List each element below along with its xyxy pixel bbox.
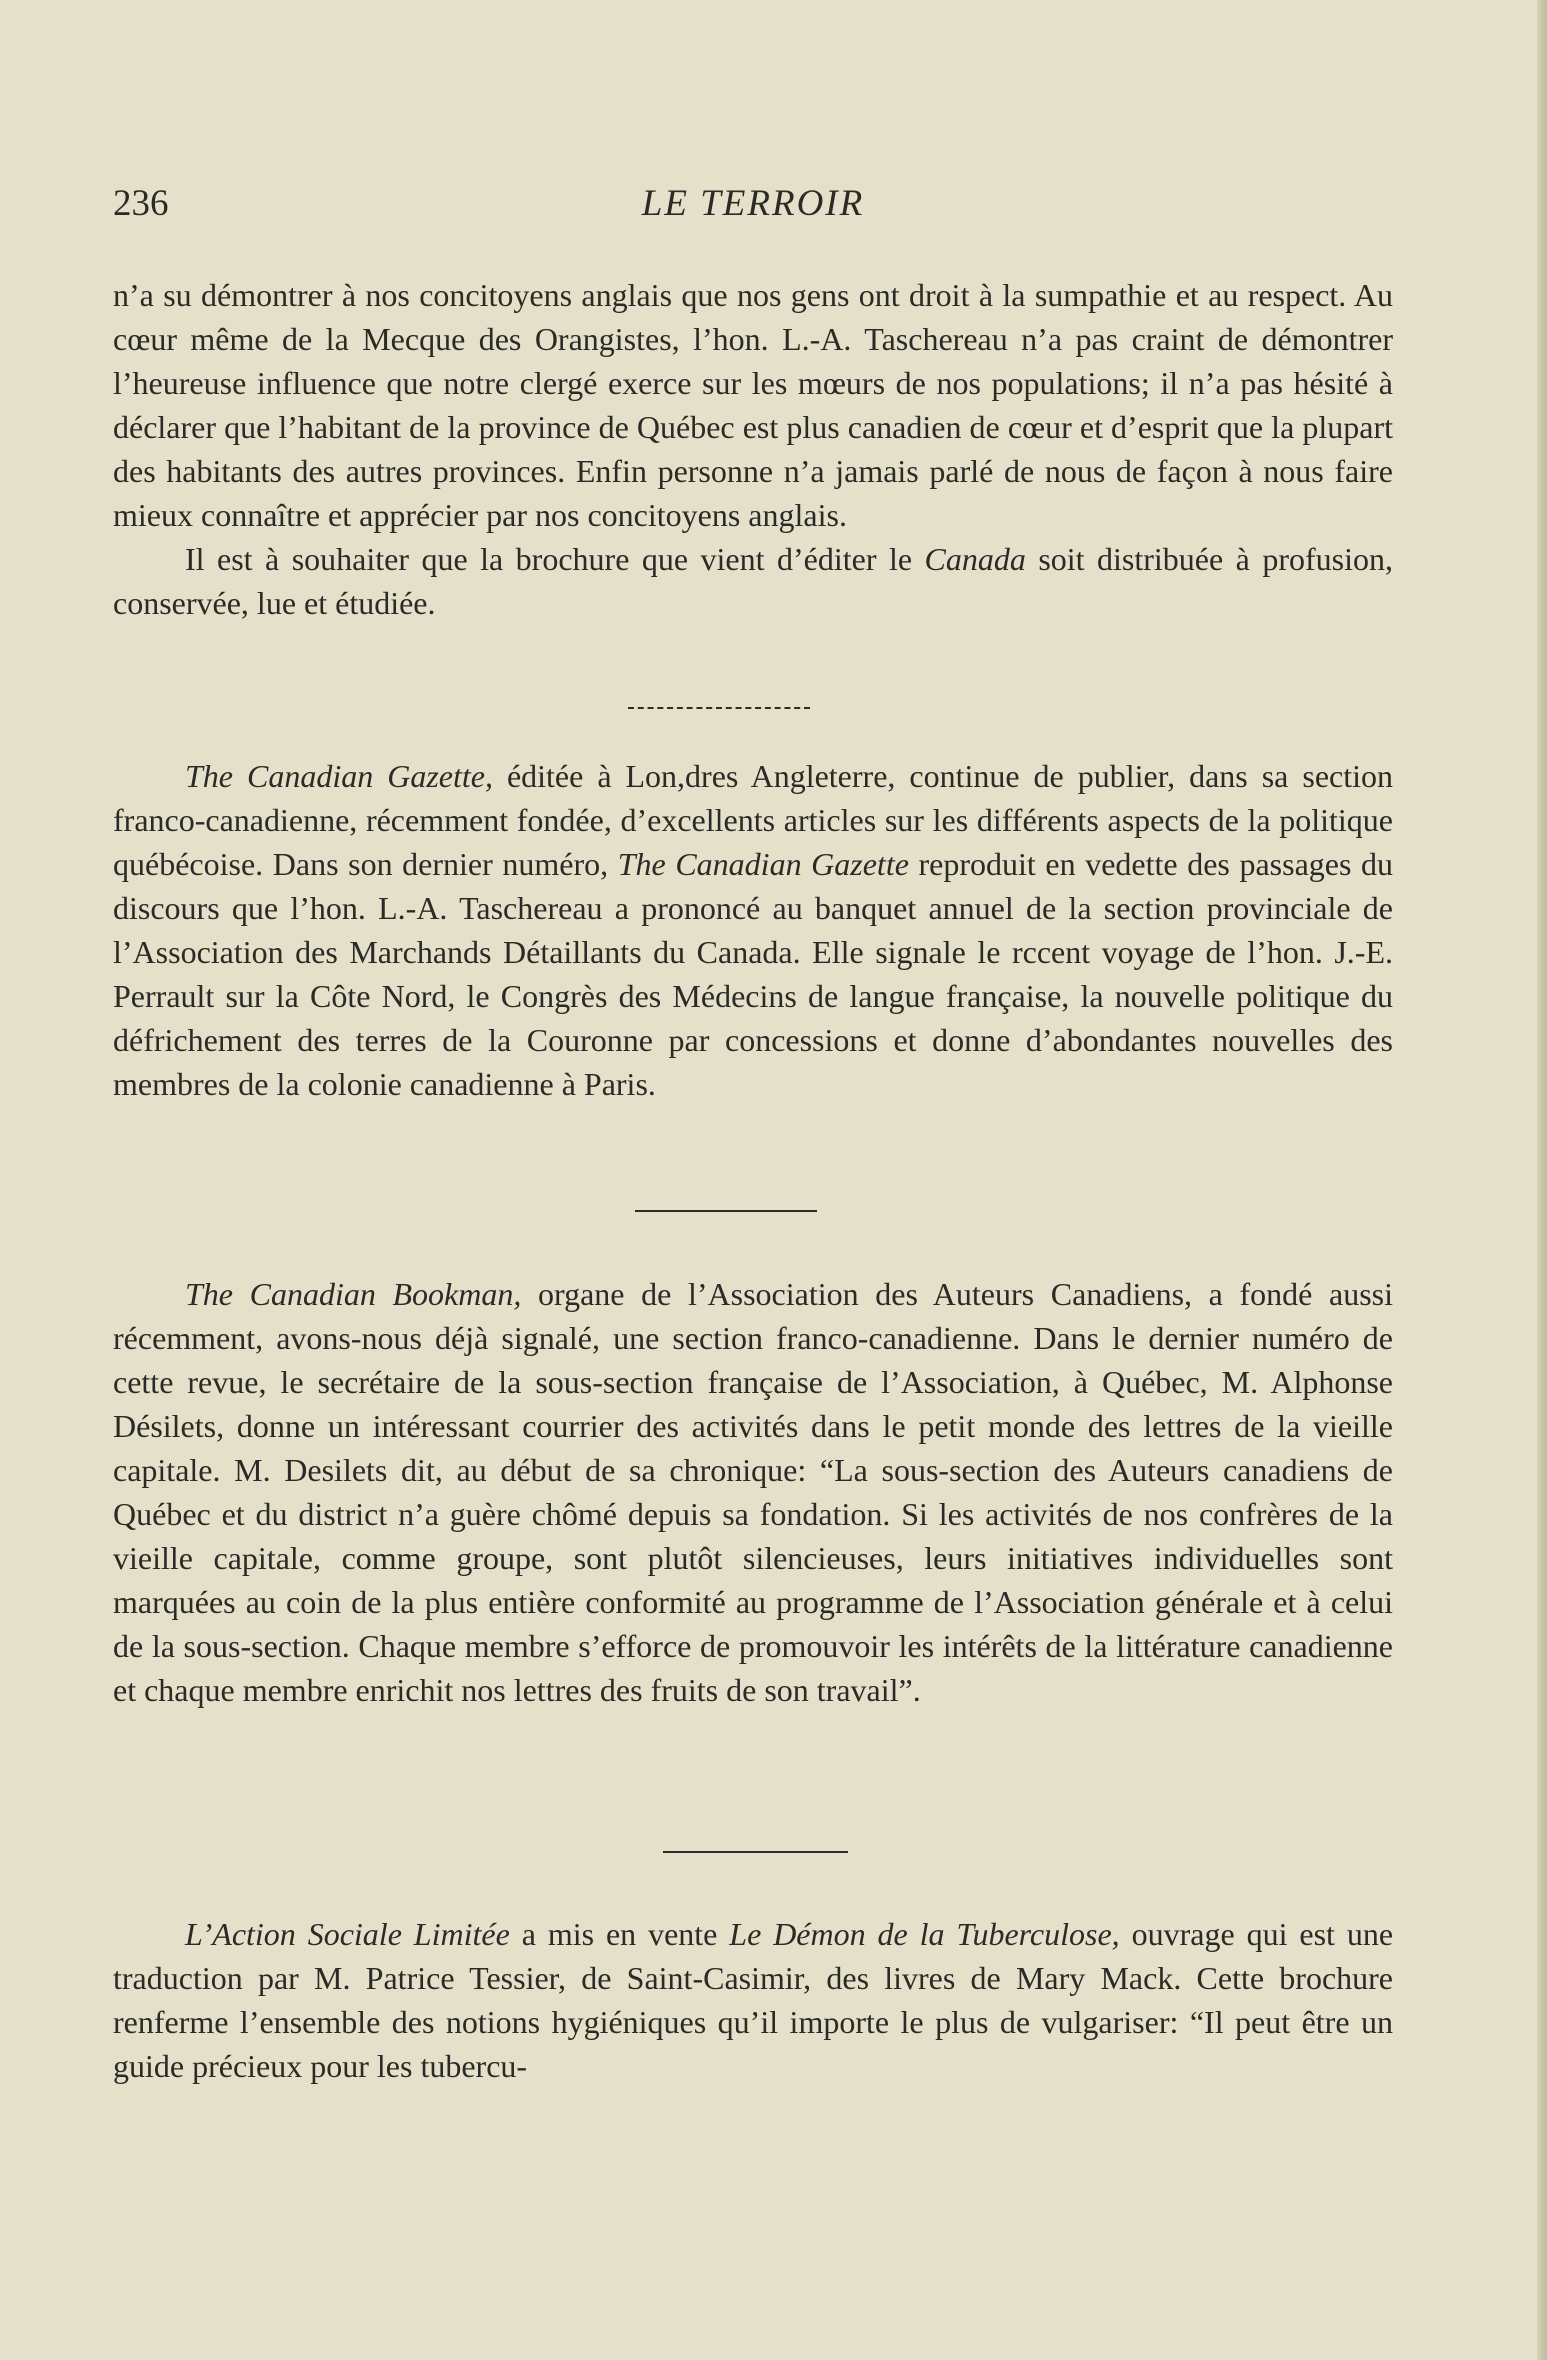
paragraph <box>113 537 1393 625</box>
section-canada-brochure <box>113 273 1393 625</box>
section-divider <box>635 1210 817 1212</box>
text-run: a mis en vente <box>509 1916 730 1952</box>
text-run: ouvrage qui est une traduction par M. Patrice Tessier, de Saint-Casimir, des livres de Mary Mack. Cette brochure renferme l’ensemble des notions hygiéniques qu’il importe le plus de vulgariser: “Il peut être un guide précieux pour les tubercu- <box>113 1916 1394 2084</box>
section-canadian-bookman <box>113 1272 1393 1712</box>
paragraph <box>113 1272 1393 1712</box>
text-run: Il est à souhaiter que la brochure que vient d’éditer le <box>185 541 925 577</box>
publication-title: The Canadian Gazette <box>617 846 909 882</box>
page-edge <box>1537 0 1547 2360</box>
paragraph <box>113 1912 1393 2088</box>
publication-title: The Canadian Gazette, <box>185 758 493 794</box>
section-canadian-gazette <box>113 754 1393 1106</box>
section-divider <box>628 707 810 709</box>
text-run: reproduit en vedette des passages du discours que l’hon. L.-A. Taschereau a prononcé au banquet annuel de la section provinciale de l’Association des Marchands Détaillants du Canada. Elle signale le rccent voyage de l’hon. J.-E. Perrault sur la Côte Nord, le Congrès des Médecins de langue française, la nouvelle politique du défrichement des terres de la Couronne par concessions et donne d’abondantes nouvelles des membres de la colonie canadienne à Paris. <box>113 846 1394 1102</box>
page-number: 236 <box>113 183 169 224</box>
text-run: éditée à Lon,dres Angleterre, continue de publier, dans sa section franco-canadienne, récemment fondée, d’excellents articles sur les différents aspects de la politique québécoise. Dans son dernier numéro, <box>113 758 1393 882</box>
page-header <box>113 182 1393 232</box>
paragraph: n’a su démontrer à nos concitoyens anglais que nos gens ont droit à la sumpathie et au respect. Au cœur même de la Mecque des Orangistes, l’hon. L.-A. Taschereau n’a pas craint de démontrer l’heureuse influence que notre clergé exerce sur les mœurs de nos populations; il n’a pas hésité à déclarer que l’habitant de la province de Québec est plus canadien de cœur et d’esprit que la plupart des habitants des autres provinces. Enfin personne n’a jamais parlé de nous de façon à nous faire mieux connaître et apprécier par nos concitoyens anglais. <box>113 277 1393 533</box>
book-title: Le Démon de la Tuberculose, <box>729 1916 1120 1952</box>
running-title: LE TERROIR <box>641 183 865 224</box>
text-run: soit distribuée à profusion, conservée, lue et étudiée. <box>113 541 1394 621</box>
paragraph <box>113 754 1393 1106</box>
publication-title: The Canadian Bookman, <box>185 1276 522 1312</box>
section-divider <box>663 1851 848 1853</box>
section-action-sociale <box>113 1912 1393 2088</box>
text-run: organe de l’Association des Auteurs Canadiens, a fondé aussi récemment, avons-nous déjà signalé, une section franco-canadienne. Dans le dernier numéro de cette revue, le secrétaire de la sous-section française de l’Association, à Québec, M. Alphonse Désilets, donne un intéressant courrier des activités dans le petit monde des lettres de la vieille capitale. M. Desilets dit, au début de sa chronique: “La sous-section des Auteurs canadiens de Québec et du district n’a guère chômé depuis sa fondation. Si les activités de nos confrères de la vieille capitale, comme groupe, sont plutôt silencieuses, leurs initiatives individuelles sont marquées au coin de la plus entière conformité au programme de l’Association générale et à celui de la sous-section. Chaque membre s’efforce de promouvoir les intérêts de la littérature canadienne et chaque membre enrichit nos lettres des fruits de son travail”. <box>113 1276 1394 1708</box>
publication-title: Canada <box>924 541 1026 577</box>
publisher-name: L’Action Sociale Limitée <box>185 1916 510 1952</box>
